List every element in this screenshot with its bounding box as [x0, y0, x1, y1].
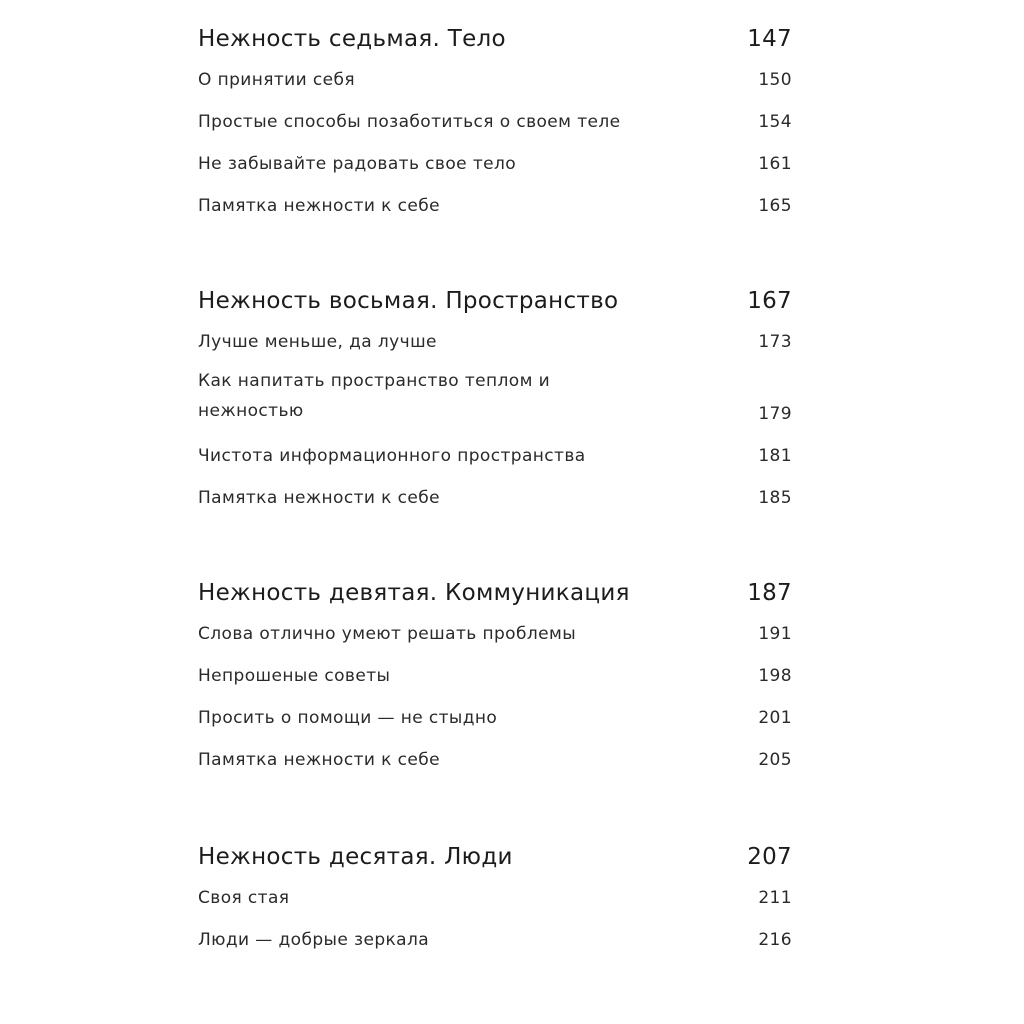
entry-title: Слова отлично умеют решать проблемы	[198, 624, 577, 644]
toc-entry	[198, 435, 792, 477]
toc-entry	[198, 739, 792, 781]
entry-page-number: 161	[758, 154, 792, 174]
toc-entry	[198, 877, 792, 919]
section-title: Нежность седьмая. Тело	[198, 26, 506, 52]
toc-section-body	[198, 19, 792, 227]
entry-page-number: 154	[758, 112, 792, 132]
entry-title: Памятка нежности к себе	[198, 196, 440, 216]
toc-entry	[198, 101, 792, 143]
entry-title: Просить о помощи — не стыдно	[198, 708, 498, 728]
entry-page-number: 211	[758, 888, 792, 908]
entry-title: Чистота информационного пространства	[198, 446, 586, 466]
entry-title: Как напитать пространство теплом и нежностью	[198, 371, 551, 421]
toc-section-space	[198, 281, 792, 519]
entry-title: Простые способы позаботиться о своем теле	[198, 112, 621, 132]
section-heading	[198, 19, 792, 59]
toc-entry	[198, 655, 792, 697]
entry-title: Лучше меньше, да лучше	[198, 332, 437, 352]
toc-entry	[198, 363, 792, 435]
section-page-number: 187	[747, 580, 792, 606]
entry-title: Своя стая	[198, 888, 290, 908]
entry-page-number: 165	[758, 196, 792, 216]
entry-page-number: 205	[758, 750, 792, 770]
toc-entry	[198, 143, 792, 185]
section-page-number: 167	[747, 288, 792, 314]
entry-page-number: 216	[758, 930, 792, 950]
toc-section-communication	[198, 573, 792, 781]
entry-title: Не забывайте радовать свое тело	[198, 154, 517, 174]
toc-entry	[198, 613, 792, 655]
toc-entry	[198, 185, 792, 227]
entry-page-number: 185	[758, 488, 792, 508]
entry-page-number: 173	[758, 332, 792, 352]
section-title: Нежность десятая. Люди	[198, 844, 513, 870]
entry-title: Памятка нежности к себе	[198, 488, 440, 508]
entry-page-number: 181	[758, 446, 792, 466]
section-heading	[198, 573, 792, 613]
entry-page-number: 198	[758, 666, 792, 686]
section-page-number: 207	[747, 844, 792, 870]
entry-title: О принятии себя	[198, 70, 355, 90]
entry-title: Люди — добрые зеркала	[198, 930, 430, 950]
entry-page-number: 201	[758, 708, 792, 728]
toc-entry	[198, 59, 792, 101]
toc-entry	[198, 477, 792, 519]
section-heading	[198, 837, 792, 877]
entry-title: Непрошеные советы	[198, 666, 391, 686]
toc-entry	[198, 697, 792, 739]
entry-page-number: 179	[758, 404, 792, 424]
section-title: Нежность девятая. Коммуникация	[198, 580, 630, 606]
section-heading	[198, 281, 792, 321]
entry-title: Памятка нежности к себе	[198, 750, 440, 770]
toc-entry	[198, 321, 792, 363]
toc-section-people	[198, 837, 792, 961]
entry-page-number: 150	[758, 70, 792, 90]
entry-page-number: 191	[758, 624, 792, 644]
toc-entry	[198, 919, 792, 961]
section-page-number: 147	[747, 26, 792, 52]
section-title: Нежность восьмая. Пространство	[198, 288, 619, 314]
